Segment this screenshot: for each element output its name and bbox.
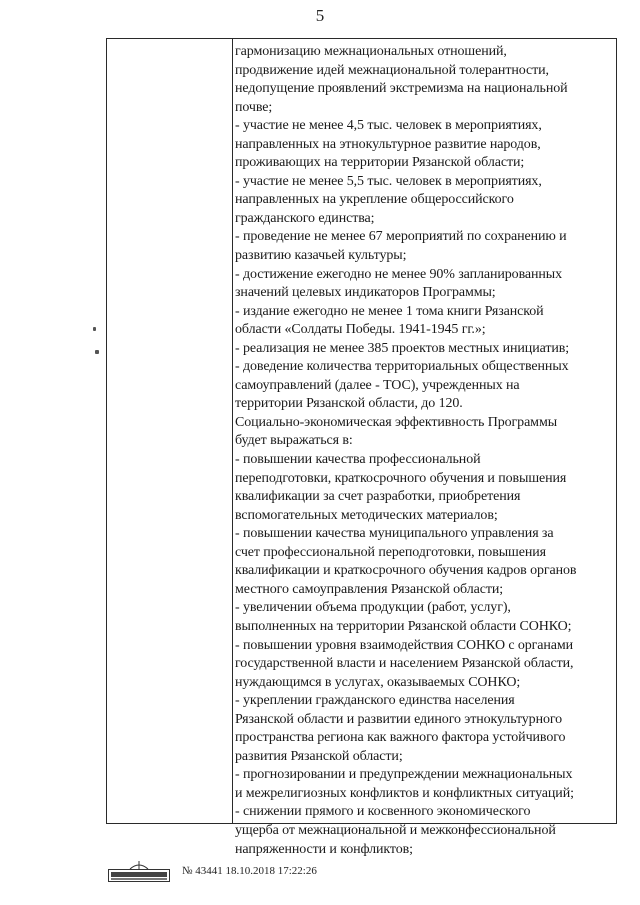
text-line: направленных на укрепление общероссийского xyxy=(235,192,514,208)
text-line: счет профессиональной переподготовки, повышения xyxy=(235,544,546,560)
text-line: - повышении уровня взаимодействия СОНКО с органами xyxy=(235,637,574,653)
text-line: - снижении прямого и косвенного экономического xyxy=(235,804,531,820)
document-footer xyxy=(108,858,317,884)
text-line: будет выражаться в: xyxy=(235,433,353,449)
text-line: - укреплении гражданского единства населения xyxy=(235,693,515,709)
text-line: и межрелигиозных конфликтов и конфликтных ситуаций; xyxy=(235,785,574,801)
text-line: проживающих на территории Рязанской области; xyxy=(235,155,525,171)
text-line: гармонизацию межнациональных отношений, xyxy=(235,44,507,59)
scan-speck xyxy=(93,327,96,331)
text-line: почве; xyxy=(235,99,273,115)
text-line: развитию казачьей культуры; xyxy=(235,248,407,264)
text-line: ущерба от межнациональной и межконфессиональной xyxy=(235,822,556,838)
text-line: недопущение проявлений экстремизма на национальной xyxy=(235,81,568,97)
table-column-divider xyxy=(232,39,233,823)
text-line: направленных на этнокультурное развитие народов, xyxy=(235,136,541,152)
document-registration-id: № 43441 18.10.2018 17:22:26 xyxy=(182,865,317,877)
text-line: развития Рязанской области; xyxy=(235,748,403,764)
text-line: пространства региона как важного фактора устойчивого xyxy=(235,730,566,746)
text-line: государственной власти и населением Рязанской области, xyxy=(235,656,574,672)
text-line: - увеличении объема продукции (работ, услуг), xyxy=(235,600,511,616)
text-line: квалификации и краткосрочного обучения кадров органов xyxy=(235,563,577,579)
text-line: - доведение количества территориальных общественных xyxy=(235,359,569,375)
document-table xyxy=(106,38,617,857)
text-line: напряженности и конфликтов; xyxy=(235,841,413,857)
text-line: - издание ежегодно не менее 1 тома книги Рязанской xyxy=(235,303,544,319)
text-line: выполненных на территории Рязанской области СОНКО; xyxy=(235,618,572,634)
scan-speck xyxy=(95,350,99,354)
text-line: квалификации за счет разработки, приобретения xyxy=(235,489,521,505)
text-line: Рязанской области и развитии единого этнокультурного xyxy=(235,711,563,727)
text-line: вспомогательных методических материалов; xyxy=(235,507,498,523)
text-line: - прогнозировании и предупреждении межнациональных xyxy=(235,767,573,783)
text-line: территории Рязанской области, до 120. xyxy=(235,396,463,412)
text-line: - повышении качества профессиональной xyxy=(235,452,481,468)
text-line: - участие не менее 4,5 тыс. человек в мероприятиях, xyxy=(235,118,542,134)
text-line: местного самоуправления Рязанской области; xyxy=(235,581,504,597)
text-line: - достижение ежегодно не менее 90% запланированных xyxy=(235,266,563,282)
text-line: области «Солдаты Победы. 1941-1945 гг.»; xyxy=(235,322,486,338)
table-text-cell xyxy=(235,43,610,859)
text-line: продвижение идей межнациональной толерантности, xyxy=(235,62,549,78)
text-line: нуждающимся в услугах, оказываемых СОНКО; xyxy=(235,674,521,690)
text-line: - проведение не менее 67 мероприятий по сохранению и xyxy=(235,229,567,245)
text-line: - повышении качества муниципального управления за xyxy=(235,526,554,542)
text-line: гражданского единства; xyxy=(235,210,375,226)
registry-logo-icon xyxy=(108,860,170,882)
text-line: самоуправлений (далее - ТОС), учрежденных на xyxy=(235,377,520,393)
text-line: - участие не менее 5,5 тыс. человек в мероприятиях, xyxy=(235,173,542,189)
page-number: 5 xyxy=(315,6,325,25)
text-line: переподготовки, краткосрочного обучения и повышения xyxy=(235,470,567,486)
text-line: Социально-экономическая эффективность Программы xyxy=(235,414,558,430)
text-line: - реализация не менее 385 проектов местных инициатив; xyxy=(235,340,570,356)
text-line: значений целевых индикаторов Программы; xyxy=(235,285,496,301)
